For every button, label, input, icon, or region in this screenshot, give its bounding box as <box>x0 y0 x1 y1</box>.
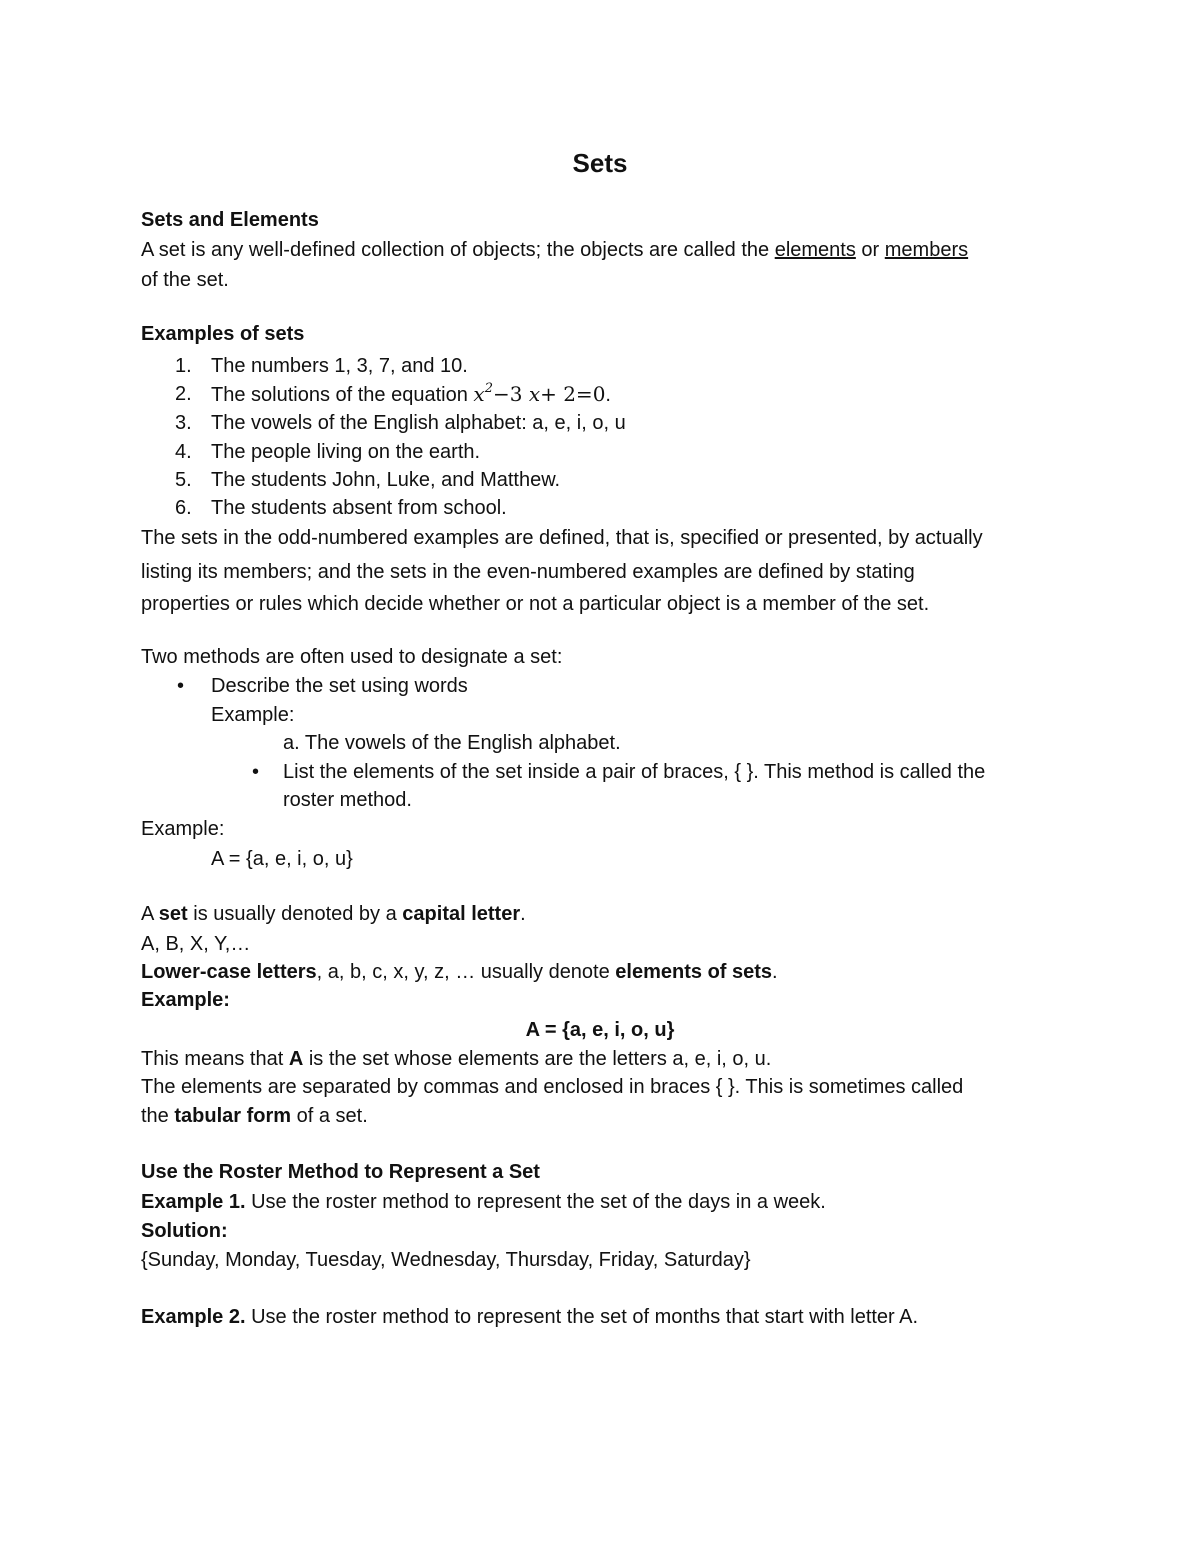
definition-line-1: A set is any well-defined collection of objects; the objects are called the elements or members <box>141 239 969 261</box>
list-number: 5. <box>175 469 192 491</box>
section-heading-roster: Use the Roster Method to Represent a Set <box>141 1161 540 1183</box>
example-1: Example 1. Use the roster method to represent the set of the days in a week. <box>141 1191 826 1213</box>
list-number: 3. <box>175 412 192 434</box>
notation-capital-examples: A, B, X, Y,… <box>141 933 251 955</box>
paragraph-line: listing its members; and the sets in the even-numbered examples are defined by stating <box>141 561 915 583</box>
notation-line-tabular: the tabular form of a set. <box>141 1105 368 1127</box>
term-elements: elements <box>774 239 856 261</box>
method-roster-line-1: List the elements of the set inside a pair of braces, { }. This method is called the <box>283 761 986 783</box>
equation: $x^2-3$ x+ 2=0 <box>473 381 606 406</box>
section-heading-sets-and-elements: Sets and Elements <box>141 209 319 231</box>
bullet-dot: • <box>177 675 185 697</box>
example-2: Example 2. Use the roster method to represent the set of months that start with letter A. <box>141 1306 919 1328</box>
section-heading-examples: Examples of sets <box>141 323 305 345</box>
paragraph-line: The sets in the odd-numbered examples are defined, that is, specified or presented, by actually <box>141 527 983 549</box>
solution-value: {Sunday, Monday, Tuesday, Wednesday, Thursday, Friday, Saturday} <box>141 1249 751 1271</box>
list-number: 6. <box>175 497 192 519</box>
definition-line-2: of the set. <box>141 269 229 291</box>
list-number: 4. <box>175 441 192 463</box>
example-label: Example: <box>211 704 295 726</box>
list-item: The numbers 1, 3, 7, and 10. <box>211 355 468 377</box>
list-item: The people living on the earth. <box>211 441 481 463</box>
methods-intro: Two methods are often used to designate a set: <box>141 646 563 668</box>
notation-line-capital: A set is usually denoted by a capital letter. <box>141 903 526 925</box>
notation-line-lowercase: Lower-case letters, a, b, c, x, y, z, … usually denote elements of sets. <box>141 961 778 983</box>
method-roster-line-2: roster method. <box>283 789 412 811</box>
example-label: Example: <box>141 818 225 840</box>
list-item: The students absent from school. <box>211 497 507 519</box>
list-item-equation: The solutions of the equation $x^2-3$ x+ 2=0. <box>211 381 611 406</box>
list-item: The students John, Luke, and Matthew. <box>211 469 561 491</box>
solution-label: Solution: <box>141 1220 228 1242</box>
list-number: 1. <box>175 355 192 377</box>
example-roster-value: A = {a, e, i, o, u} <box>211 848 353 870</box>
method-describe: Describe the set using words <box>211 675 468 697</box>
notation-line-braces: The elements are separated by commas and enclosed in braces { }. This is sometimes called <box>141 1076 964 1098</box>
example-label: Example: <box>141 989 230 1011</box>
list-item: The vowels of the English alphabet: a, e, i, o, u <box>211 412 626 434</box>
bullet-dot: • <box>252 761 260 783</box>
example-item-a: a. The vowels of the English alphabet. <box>283 732 621 754</box>
centered-example: A = {a, e, i, o, u} <box>525 1019 675 1041</box>
page-title: Sets <box>572 148 628 178</box>
notation-line-meaning: This means that A is the set whose elements are the letters a, e, i, o, u. <box>141 1048 772 1070</box>
term-members: members <box>884 239 969 261</box>
list-number: 2. <box>175 383 192 405</box>
paragraph-line: properties or rules which decide whether or not a particular object is a member of the set. <box>141 593 930 615</box>
